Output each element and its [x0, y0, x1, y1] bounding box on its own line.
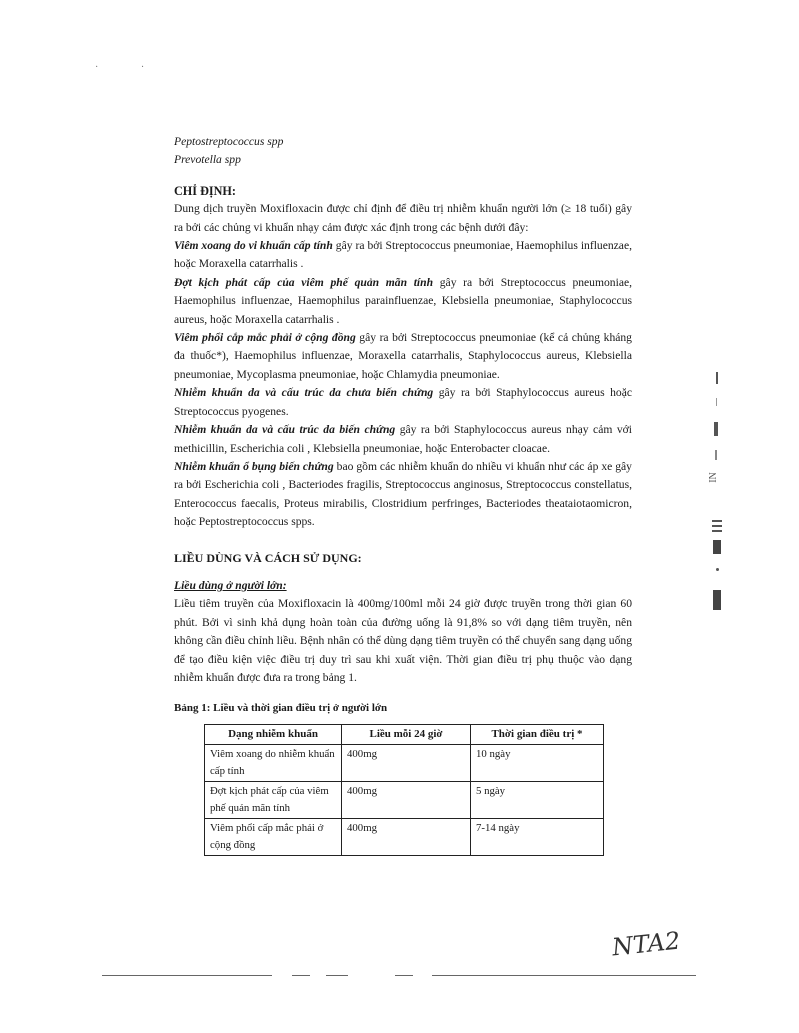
footer-line: [326, 975, 348, 976]
indication-term: Đợt kịch phát cấp của viêm phế quản mãn tính: [174, 275, 434, 289]
indication-text: gây ra bởi Streptococcus pneumoniae (kể cả chủng kháng đa thuốc*), Haemophilus influenzae, Moraxella catarrhalis, Staphylococcus aureus, Klebsiella pneumoniae, Mycoplasma pneumoniae, hoặc Chlamydia pneumoniae.: [174, 331, 632, 381]
margin-mark: [712, 520, 722, 522]
table-header-row: [205, 724, 604, 744]
table-cell: Viêm xoang do nhiễm khuẩn cấp tính: [205, 744, 342, 781]
margin-mark: [712, 525, 722, 527]
indication-term: Viêm xoang do vi khuẩn cấp tính: [174, 239, 333, 253]
margin-mark: [712, 530, 722, 532]
indication-text: bao gồm các nhiễm khuẩn do nhiều vi khuẩn như các áp xe gây ra bởi Escherichia coli , Bacteriodes fragilis, Streptococcus anginosus, Streptococcus constellatus, Enterococcus faecalis, Proteus mirabilis, Clostridium perfringes, Bacteriodes theataiotaomicron, hoặc Peptostreptococcus spps.: [174, 459, 632, 529]
scan-specks: · ·: [95, 62, 165, 73]
dosage-paragraph: Liều tiêm truyền của Moxifloxacin là 400mg/100ml mỗi 24 giờ được truyền trong thời gian 60 phút. Bởi vì sinh khả dụng hoàn toàn của đường uống là 91,8% so với dạng tiêm truyền, nên không cần điều chỉnh liều. Bệnh nhân có thể dùng dạng tiêm truyền có thể chuyển sang dạng uống để tạo điều kiện việc điều trị duy trì sau khi xuất viện. Thời gian điều trị phụ thuộc vào dạng nhiễm khuẩn được đưa ra trong bảng 1.: [174, 597, 632, 684]
table-cell: 400mg: [342, 744, 471, 781]
organism-line: Peptostreptococcus spp: [174, 135, 284, 148]
table-row: [205, 744, 604, 781]
indication-text: gây ra bởi Streptococcus pneumoniae, Haemophilus influenzae, hoặc Moraxella catarrhalis .: [174, 239, 633, 271]
indication-term: Nhiễm khuẩn da và cấu trúc da biến chứng: [174, 423, 396, 437]
indication-item: [174, 421, 632, 458]
margin-text: IN: [707, 472, 719, 483]
indication-item: [174, 329, 632, 384]
column-header: Dạng nhiễm khuẩn: [205, 724, 342, 744]
dosage-table: [204, 724, 604, 856]
indication-item: [174, 384, 632, 421]
dosage-subheading: Liều dùng ở người lớn:: [174, 578, 287, 592]
margin-mark: [716, 372, 718, 384]
signature: NTA2: [610, 926, 682, 962]
margin-mark: [714, 422, 718, 436]
table-row: [205, 818, 604, 855]
table-cell: 7-14 ngày: [471, 818, 604, 855]
footer-line: [292, 975, 310, 976]
margin-mark: [715, 450, 717, 460]
dosage-heading: LIỀU DÙNG VÀ CÁCH SỬ DỤNG:: [174, 550, 362, 565]
table-cell: 5 ngày: [471, 781, 604, 818]
footer-line: [395, 975, 413, 976]
table-caption: Bảng 1: Liều và thời gian điều trị ở người lớn: [174, 702, 388, 715]
table-row: [205, 781, 604, 818]
indication-item: [174, 274, 632, 329]
indication-term: Nhiễm khuẩn da và cấu trúc da chưa biến chứng: [174, 386, 434, 400]
indication-text: gây ra bởi Staphylococcus aureus hoặc Streptococcus pyogenes.: [174, 386, 632, 418]
indication-item: [174, 458, 632, 532]
indication-text: gây ra bởi Streptococcus pneumoniae, Haemophilus influenzae, Haemophilus parainfluenzae, Klebsiella pneumoniae, Staphylococcus aureus, hoặc Moraxella catarrhalis .: [174, 275, 633, 326]
column-header: Liều mỗi 24 giờ: [342, 724, 471, 744]
table-cell: 400mg: [342, 781, 471, 818]
margin-scan-marks: [706, 372, 736, 632]
footer-line: [102, 975, 272, 976]
margin-mark: [716, 398, 717, 406]
table-cell: 10 ngày: [471, 744, 604, 781]
indication-text: gây ra bởi Staphylococcus aureus nhạy cảm với methicillin, Escherichia coli , Klebsiella pneumoniae, hoặc Enterobacter cloacae.: [174, 423, 632, 455]
margin-mark: [716, 568, 719, 571]
footer-line: [432, 975, 696, 976]
table-cell: Đợt kịch phát cấp của viêm phế quản mãn tính: [205, 781, 342, 818]
table-cell: 400mg: [342, 818, 471, 855]
document-body: [174, 133, 632, 856]
indication-intro: Dung dịch truyền Moxifloxacin được chỉ định để điều trị nhiễm khuẩn người lớn (≥ 18 tuổi) gây ra bởi các chủng vi khuẩn nhạy cảm được xác định trong các bệnh dưới đây:: [174, 202, 632, 234]
margin-mark: [713, 590, 721, 610]
organism-line: Prevotella spp: [174, 153, 241, 167]
column-header: Thời gian điều trị *: [471, 724, 604, 744]
indication-term: Nhiễm khuẩn ổ bụng biến chứng: [174, 459, 334, 473]
margin-mark: [713, 540, 721, 554]
indication-heading: CHỈ ĐỊNH:: [174, 183, 236, 198]
indication-term: Viêm phổi cắp mắc phải ở cộng đồng: [174, 331, 356, 345]
indication-item: [174, 237, 632, 274]
table-cell: Viêm phổi cấp mắc phải ở cộng đồng: [205, 818, 342, 855]
